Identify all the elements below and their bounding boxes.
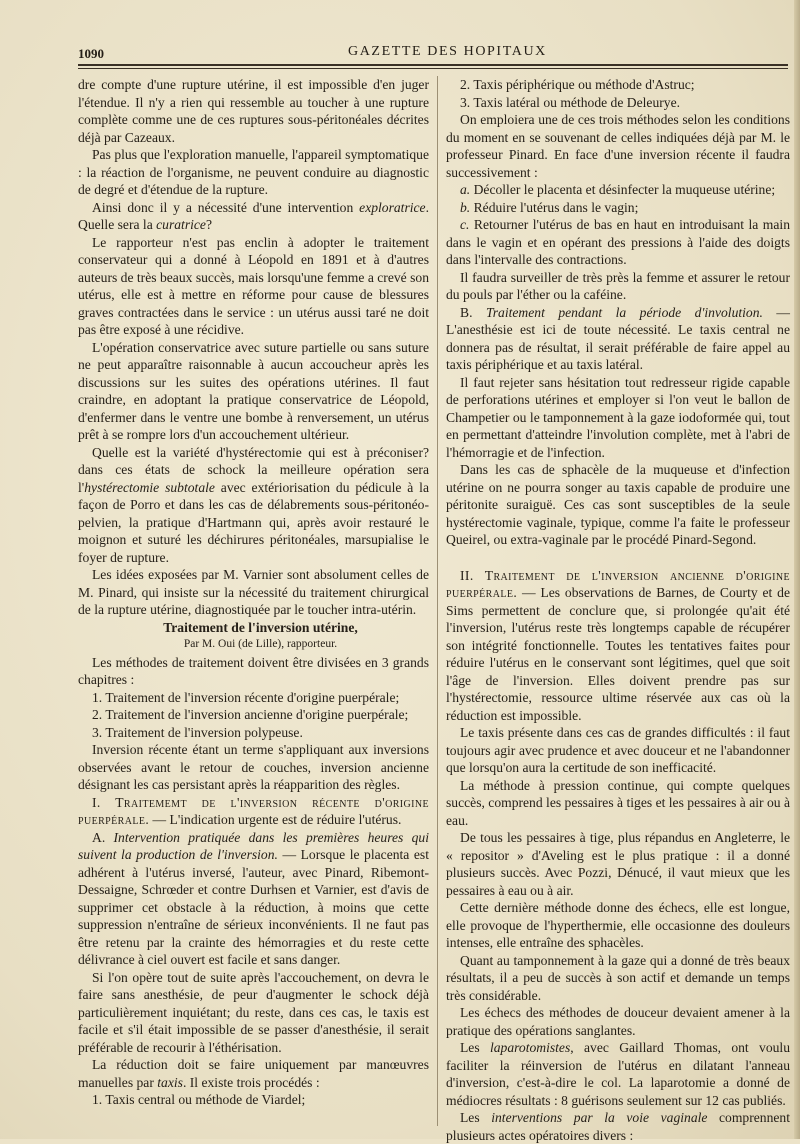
- paragraph: Quelle est la variété d'hystérectomie qui est à préconiser? dans ces états de schock la meilleure opération sera l'hystérectomie subtotale avec extériorisation du pédicule à la façon de Porro et dans les cas de délabrements sous-péritonéo-pelvien, la pratique d'Hartmann qui, après avoir restauré le moignon et suturé les déchirures péritonéales, marsupialise le foyer de rupture.: [78, 444, 429, 565]
- section-title: Traitement de l'inversion utérine,: [163, 619, 358, 635]
- paragraph: Il faudra surveiller de très près la femme et assurer le retour du pouls par l'éther ou la caféine.: [446, 269, 790, 302]
- header-rule: [78, 64, 788, 66]
- paragraph: Les échecs des méthodes de douceur devaient amener à la pratique des opérations sanglantes.: [446, 1005, 790, 1038]
- paragraph: B. Traitement pendant la période d'involution. — L'anesthésie est ici de toute nécessité. Le taxis central ne donnera pas de résultat, il serait préférable de faire appel au taxis périphérique et au taxis latéral.: [446, 304, 790, 372]
- page-number: 1090: [78, 46, 104, 61]
- left-column: [78, 76, 429, 1109]
- list-item: b. Réduire l'utérus dans le vagin;: [460, 199, 639, 215]
- paragraph: Le rapporteur n'est pas enclin à adopter le traitement conservateur qui a donné à Léopold en 1891 et à d'autres auteurs de très beaux succès, mais lorsqu'une femme a crevé son utérus, elle est à mettre en réforme pour cause de blessures graves contractées dans le service : un utérus aussi taré ne doit pas être exposé à une récidive.: [78, 234, 429, 337]
- paragraph: Si l'on opère tout de suite après l'accouchement, on devra le faire sans anesthésie, de peur d'augmenter le schock déjà particulièrement inquiétant; du reste, dans ces cas, le taxis est facile et s'il était impossible de se passer d'anesthésie, il serait préférable de recourir à l'éthérisation.: [78, 969, 429, 1055]
- paragraph: De tous les pessaires à tige, plus répandus en Angleterre, le « repositor » d'Aveling est le plus pratique : il a donné plusieurs succès. Avec Pozzi, Dénucé, il vaut mieux que les pessaires à eau ou à air.: [446, 830, 790, 898]
- paragraph: On emploiera une de ces trois méthodes selon les conditions du moment en se souvenant de celles indiquées déjà par M. le professeur Pinard. En face d'une inversion récente il faudra successivement :: [446, 112, 790, 180]
- paragraph: Les méthodes de traitement doivent être divisées en 3 grands chapitres :: [78, 654, 429, 687]
- paragraph: Pas plus que l'exploration manuelle, l'appareil symptomatique : la réaction de l'organisme, ne peuvent conduire au diagnostic de degré et d'étendue de la rupture.: [78, 147, 429, 197]
- paragraph: A. Intervention pratiquée dans les premières heures qui suivent la production de l'inversion. — Lorsque le placenta est adhérent à l'utérus inversé, l'auteur, avec Pinard, Ribemont-Dessaigne, Schrœder et contre Durhsen et Varnier, est d'avis de supprimer cet obstacle à la réduction, à moins que cette suppression n'entraîne de sérieux inconvénients. Il ne faut pas être retenu par la crainte des hémorragies et du reste cette délivrance à ciel ouvert est facile et sans danger.: [78, 829, 429, 967]
- paragraph: I. Traitememt de l'inversion récente d'origine puerpérale. — L'indication urgente est de réduire l'utérus.: [78, 794, 429, 827]
- list-item: 3. Taxis latéral ou méthode de Deleurye.: [460, 94, 680, 110]
- column-divider: [437, 76, 438, 1126]
- list-item: a. Décoller le placenta et désinfecter la muqueuse utérine;: [460, 182, 776, 197]
- list-item: 1. Traitement de l'inversion récente d'origine puerpérale;: [92, 689, 400, 705]
- list-item: c. Retourner l'utérus de bas en haut en introduisant la main dans le vagin et en opérant des pressions à l'aide des doigts dans l'intervalle des contractions.: [446, 217, 790, 267]
- section-byline: Par M. Oui (de Lille), rapporteur.: [183, 638, 338, 650]
- section-gap: [446, 549, 790, 567]
- paragraph: Inversion récente étant un terme s'appliquant aux inversions observées avant le retour de couches, inversion ancienne désignant les cas persistant après la réapparition des règles.: [78, 742, 429, 792]
- running-title: GAZETTE DES HOPITAUX: [348, 44, 547, 59]
- paragraph: Les laparotomistes, avec Gaillard Thomas, ont voulu faciliter la réinversion de l'utérus en dilatant l'anneau d'inversion, c'est-à-dire le col. La laparotomie a donné de médiocres résultats : 8 guérisons seulement sur 12 cas publiés.: [446, 1040, 790, 1108]
- paragraph: La méthode à pression continue, qui compte quelques succès, comprend les pessaires à tiges et les pessaires à air ou à eau.: [446, 777, 790, 828]
- paragraph: dre compte d'une rupture utérine, il est impossible d'en juger l'étendue. Il n'y a rien qui ressemble au toucher à une rupture complète comme une de ces ruptures sous-péritonéales décrites déjà par Cazeaux.: [78, 77, 429, 145]
- list-item: 3. Traitement de l'inversion polypeuse.: [92, 724, 303, 740]
- paragraph: L'opération conservatrice avec suture partielle ou sans suture ne peut apparaître raisonnable à aucun accoucheur après les discussions sur les suites des opérations utérines. Il faut craindre, en adoptant la pratique conservatrice de Léopold, d'enfermer dans le ventre une bombe à renversement, un utérus prêt à se rompre lors d'un accouchement ultérieur.: [78, 339, 429, 442]
- paragraph: Ainsi donc il y a nécessité d'une intervention exploratrice. Quelle sera la curatrice?: [78, 199, 429, 232]
- paragraph: II. Traitement de l'inversion ancienne d'origine puerpérale. — Les observations de Barnes, de Courty et de Sims permettent de conclure que, si prolongée qu'ait été l'inversion, l'utérus reste très longtemps capable de récupérer son intégrité fonctionnelle. Toutes les tentatives faites pour réduire l'utérus en le conservant sont légitimes, quel que soit l'âge de l'inversion. Elles doivent prendre pas sur l'hystérectomie, ressource ultime réservée aux cas où la réduction est impossible.: [446, 567, 790, 723]
- right-column: [446, 76, 790, 1144]
- paragraph: Cette dernière méthode donne des échecs, elle est longue, elle provoque de l'hyperthermie, elle occasionne des douleurs intenses, elle entraîne des sphacèles.: [446, 900, 790, 950]
- page-edge: [794, 0, 800, 1139]
- header-rule-thin: [78, 68, 788, 69]
- list-item: 1. Taxis central ou méthode de Viardel;: [92, 1092, 306, 1107]
- paragraph: Les interventions par la voie vaginale comprennent plusieurs actes opératoires divers :: [446, 1110, 790, 1143]
- list-item: 2. Traitement de l'inversion ancienne d'origine puerpérale;: [92, 707, 409, 722]
- paragraph: Dans les cas de sphacèle de la muqueuse et d'infection utérine on ne pourra songer au taxis capable de produire une péritonite suraiguë. Ces cas sont susceptibles de la seule hystérectomie vaginale, typique, comme l'a faite le professeur Queirel, ou extra-vaginale par le procédé Pinard-Segond.: [446, 462, 790, 547]
- list-item: 2. Taxis périphérique ou méthode d'Astruc;: [460, 77, 695, 92]
- paragraph: Le taxis présente dans ces cas de grandes difficultés : il faut toujours agir avec prudence et avec douceur et ne l'abandonner que lorsqu'on aura la certitude de son inefficacité.: [446, 725, 790, 775]
- paragraph: Il faut rejeter sans hésitation tout redresseur rigide capable de perforations utérines et employer si l'on veut le ballon de Champetier ou le tamponnement à la gaze iodoformée qui, tout en permettant d'atteindre l'involution complète, met à l'abri de l'hémorragie et de l'infection.: [446, 374, 790, 460]
- paragraph: Les idées exposées par M. Varnier sont absolument celles de M. Pinard, qui insiste sur la nécessité du traitement chirurgical de la rupture utérine, diagnostiquée par le toucher intra-utérin.: [78, 567, 429, 617]
- paragraph: Quant au tamponnement à la gaze qui a donné de très beaux résultats, il a peu de succès à son actif et demande un temps très considérable.: [446, 952, 790, 1003]
- paragraph: La réduction doit se faire uniquement par manœuvres manuelles par taxis. Il existe trois procédés :: [78, 1057, 429, 1090]
- page-header: [78, 42, 788, 66]
